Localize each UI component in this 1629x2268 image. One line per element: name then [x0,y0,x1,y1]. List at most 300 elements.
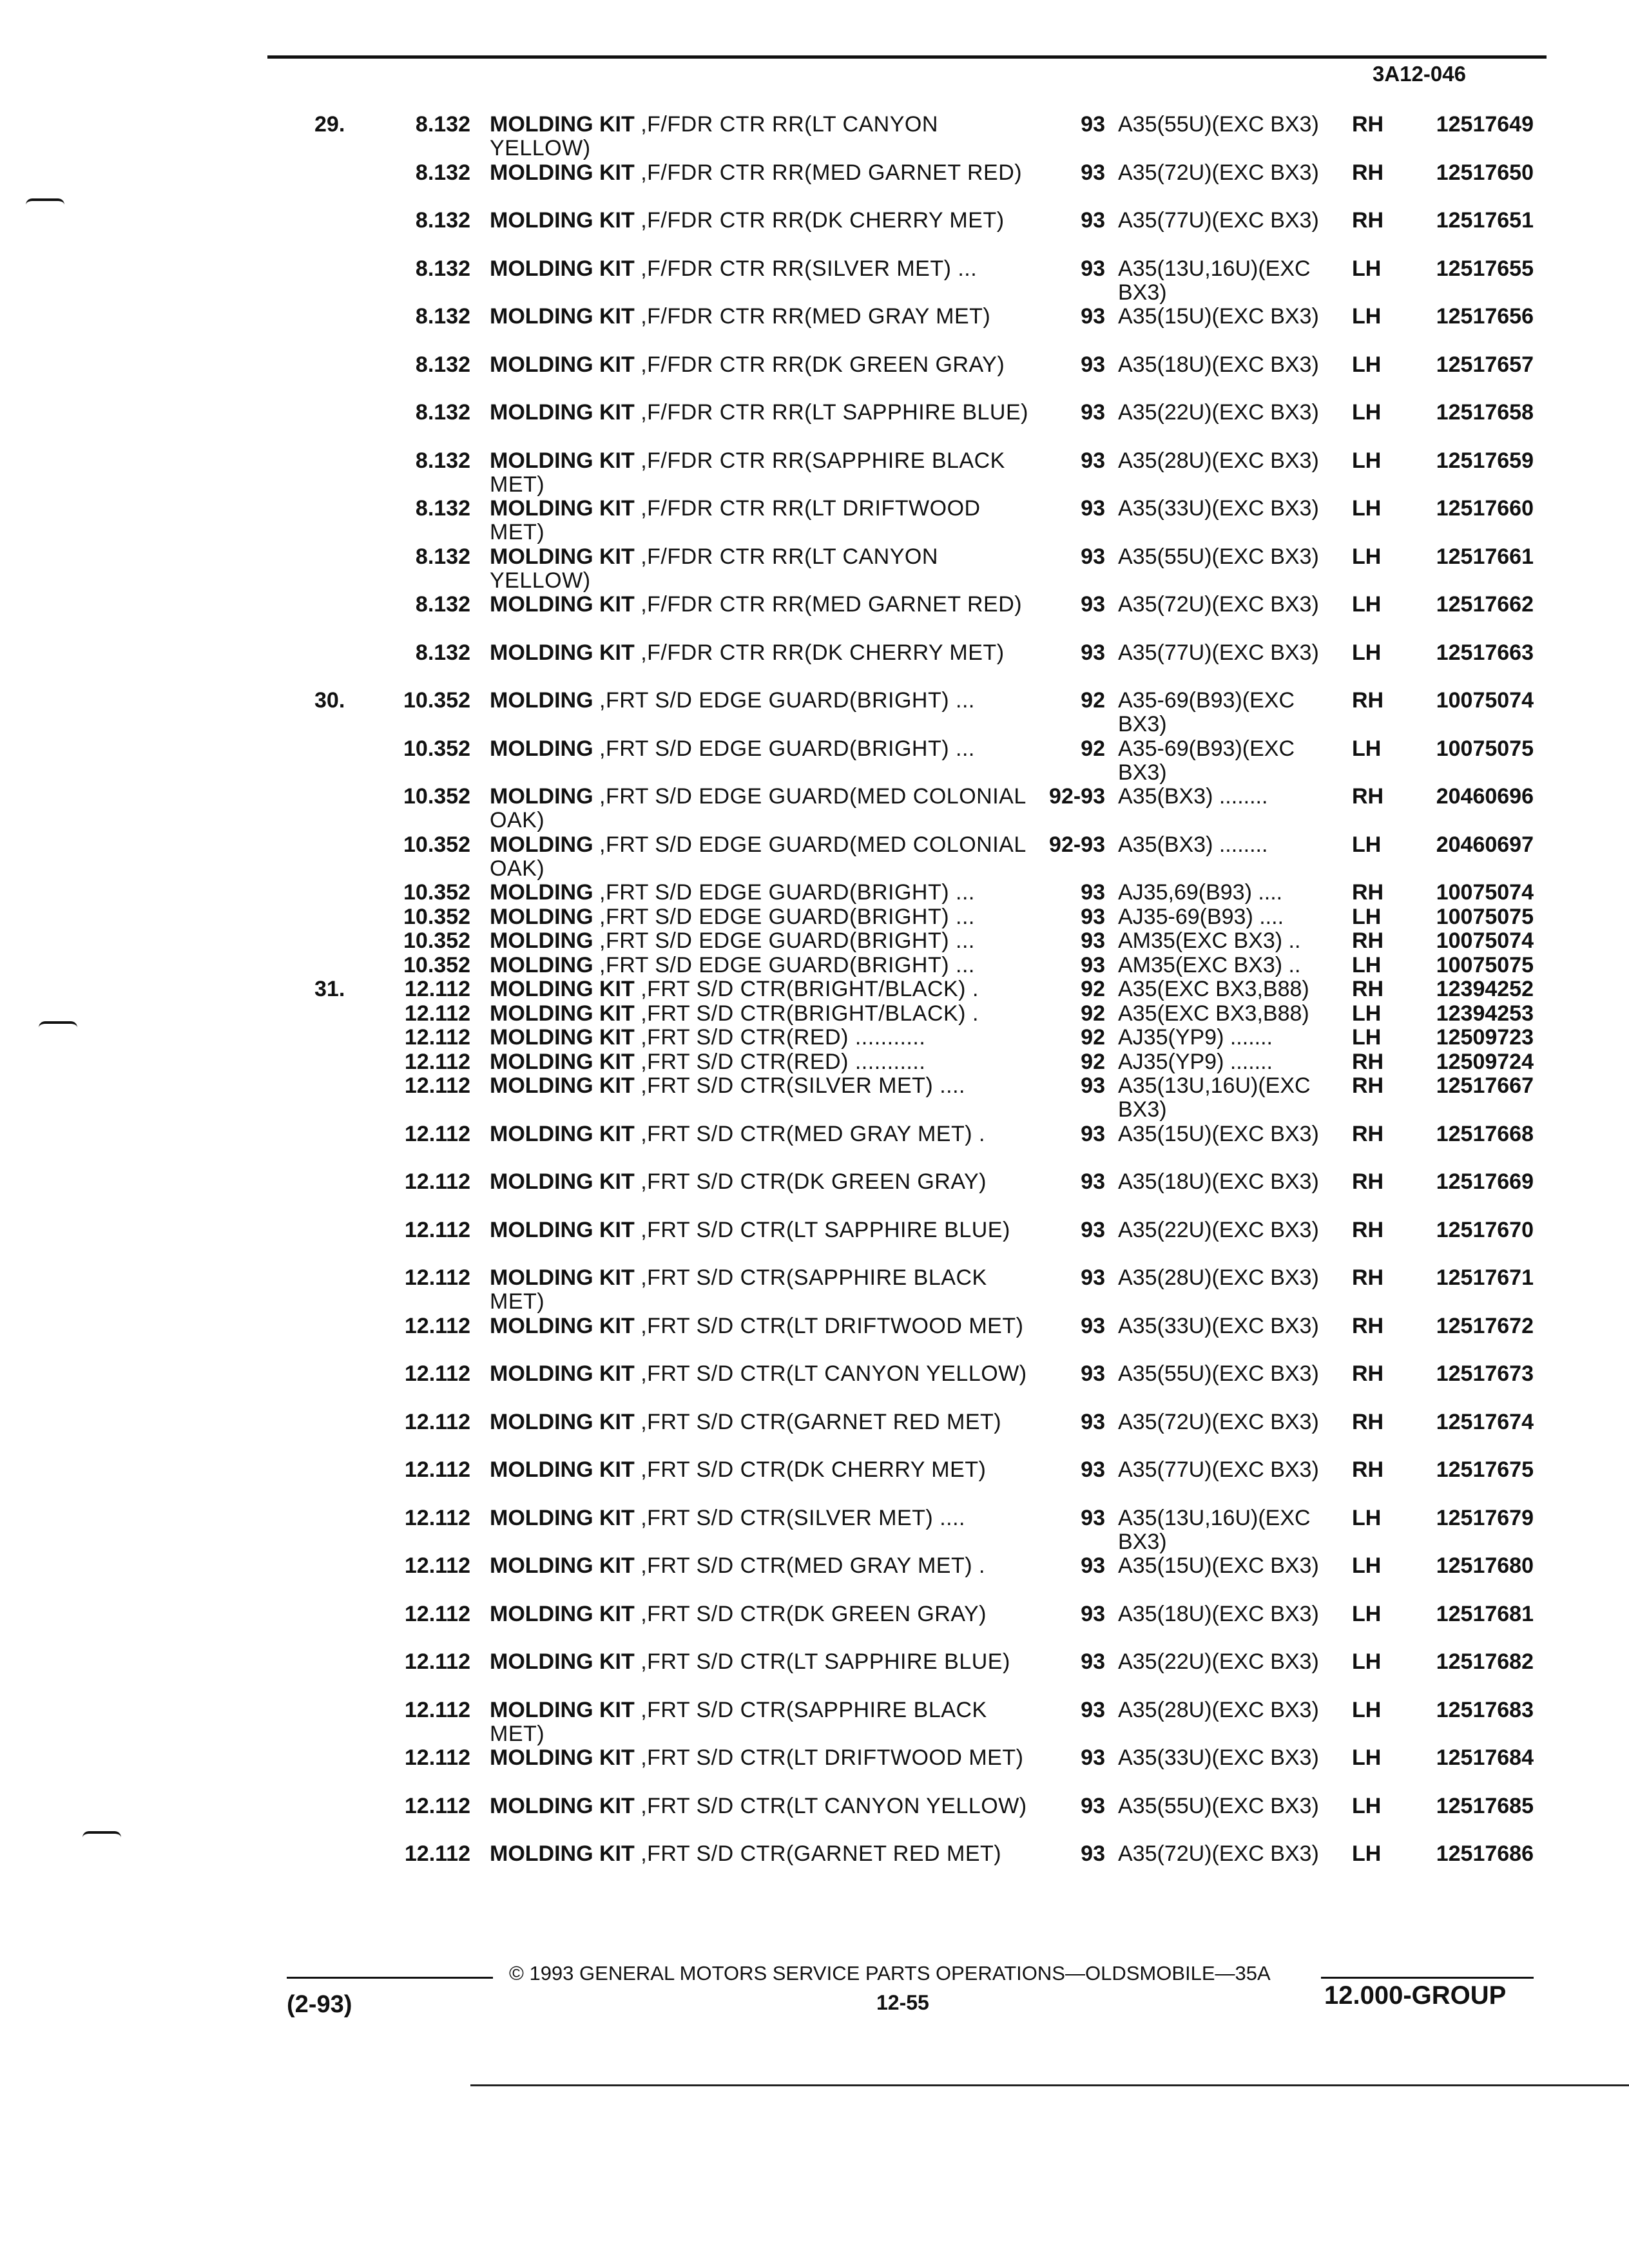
part-name: MOLDING KIT [490,1313,635,1338]
description [490,1746,1031,1770]
table-row [0,929,1629,954]
part-number: 12517675 [1436,1457,1534,1482]
description [490,833,1031,881]
description [490,401,1031,425]
table-row [0,305,1629,353]
description [490,881,1031,905]
model-applicability: A35(15U)(EXC BX3) [1118,1553,1319,1578]
part-name: MOLDING KIT [490,1025,635,1050]
model-applicability: A35(28U)(EXC BX3) [1118,1265,1319,1290]
group-number: 10.352 [403,904,470,929]
parts-list [0,113,1629,1890]
part-detail: ,F/FDR CTR RR(MED GRAY MET) [641,304,991,329]
group-number: 8.132 [415,448,470,473]
model-year: 93 [1081,928,1105,953]
footer-group: 12.000-GROUP [1324,1981,1507,2010]
side: LH [1352,952,1382,977]
group-number: 8.132 [415,304,470,329]
part-number: 12517649 [1436,112,1534,137]
group-number: 10.352 [403,688,470,713]
part-number: 12394253 [1436,1001,1534,1026]
part-number: 10075074 [1436,880,1534,905]
group-number: 10.352 [403,784,470,809]
description [490,1602,1031,1626]
part-name: MOLDING KIT [490,208,635,233]
model-year: 92-93 [1049,784,1105,809]
side: LH [1352,640,1382,665]
model-year: 93 [1081,400,1105,425]
part-detail: ,FRT S/D CTR(DK CHERRY MET) [641,1457,987,1482]
description [490,449,1031,497]
table-row [0,1746,1629,1794]
model-applicability: A35(18U)(EXC BX3) [1118,1601,1319,1626]
side: LH [1352,1025,1382,1050]
part-number: 12517681 [1436,1601,1534,1626]
model-year: 93 [1081,1601,1105,1626]
description [490,545,1031,593]
side: RH [1352,160,1384,185]
part-number: 12517657 [1436,352,1534,377]
side: RH [1352,784,1384,809]
model-applicability: A35(55U)(EXC BX3) [1118,1361,1319,1386]
part-detail: ,FRT S/D EDGE GUARD(BRIGHT) ... [599,736,975,761]
table-row [0,881,1629,905]
part-detail: ,FRT S/D EDGE GUARD(BRIGHT) ... [599,928,975,953]
description [490,1794,1031,1818]
model-applicability: AJ35-69(B93) .... [1118,904,1284,929]
side: LH [1352,1601,1382,1626]
group-number: 8.132 [415,496,470,521]
part-name: MOLDING KIT [490,1001,635,1026]
model-applicability: AJ35(YP9) ....... [1118,1025,1273,1050]
description [490,641,1031,665]
model-year: 93 [1081,1841,1105,1866]
table-row [0,1650,1629,1698]
footer-rule-left [287,1977,493,1979]
part-name: MOLDING KIT [490,160,635,185]
model-year: 93 [1081,1745,1105,1770]
group-number: 12.112 [404,1001,470,1026]
model-applicability: A35(22U)(EXC BX3) [1118,1649,1319,1674]
part-name: MOLDING KIT [490,1409,635,1434]
description [490,1698,1031,1746]
model-applicability: A35(18U)(EXC BX3) [1118,352,1319,377]
part-detail: ,FRT S/D CTR(BRIGHT/BLACK) . [641,1001,979,1026]
part-detail: ,F/FDR CTR RR(MED GARNET RED) [641,592,1023,617]
model-year: 93 [1081,1217,1105,1242]
part-detail: ,FRT S/D CTR(LT DRIFTWOOD MET) [641,1745,1024,1770]
part-name: MOLDING KIT [490,1361,635,1386]
table-row [0,209,1629,257]
model-year: 93 [1081,1553,1105,1578]
side: LH [1352,1001,1382,1026]
part-detail: ,FRT S/D CTR(GARNET RED MET) [641,1409,1002,1434]
description [490,209,1031,233]
model-applicability: AJ35,69(B93) .... [1118,880,1283,905]
group-number: 12.112 [404,1121,470,1146]
model-year: 92 [1081,977,1105,1001]
part-number: 12509723 [1436,1025,1534,1050]
item-number: 31. [314,977,345,1001]
part-name: MOLDING KIT [490,1793,635,1818]
description [490,161,1031,185]
description [490,954,1031,977]
model-year: 93 [1081,952,1105,977]
side: RH [1352,928,1384,953]
part-name: MOLDING [490,928,593,953]
part-name: MOLDING [490,736,593,761]
part-number: 12517670 [1436,1217,1534,1242]
group-number: 8.132 [415,544,470,569]
model-applicability: A35(77U)(EXC BX3) [1118,640,1319,665]
model-year: 93 [1081,1793,1105,1818]
model-year: 93 [1081,496,1105,521]
model-applicability: A35(BX3) ........ [1118,832,1268,857]
part-name: MOLDING [490,832,593,857]
model-year: 93 [1081,112,1105,137]
group-number: 8.132 [415,160,470,185]
table-row [0,257,1629,305]
group-number: 12.112 [404,1313,470,1338]
part-number: 12517667 [1436,1073,1534,1098]
model-year: 93 [1081,160,1105,185]
table-row [0,1002,1629,1026]
group-number: 8.132 [415,256,470,281]
part-name: MOLDING [490,904,593,929]
model-year: 93 [1081,1121,1105,1146]
footer-rule-right [1321,1977,1534,1979]
group-number: 12.112 [404,1841,470,1866]
table-row [0,1050,1629,1075]
part-detail: ,FRT S/D EDGE GUARD(MED COLONIAL OAK) [490,832,1026,881]
side: LH [1352,1649,1382,1674]
part-detail: ,FRT S/D CTR(SILVER MET) .... [641,1505,965,1530]
part-number: 12517685 [1436,1793,1534,1818]
group-number: 12.112 [404,1265,470,1290]
part-name: MOLDING KIT [490,352,635,377]
model-applicability: A35(15U)(EXC BX3) [1118,1121,1319,1146]
side: RH [1352,112,1384,137]
model-applicability: A35(13U,16U)(EXC BX3) [1118,1505,1311,1554]
model-year: 92 [1081,1049,1105,1074]
item-number: 29. [314,112,345,137]
side: RH [1352,880,1384,905]
model-applicability: A35(13U,16U)(EXC BX3) [1118,1073,1311,1122]
model-applicability: A35(33U)(EXC BX3) [1118,1313,1319,1338]
model-year: 93 [1081,592,1105,617]
part-name: MOLDING KIT [490,1745,635,1770]
part-detail: ,F/FDR CTR RR(DK GREEN GRAY) [641,352,1005,377]
model-year: 93 [1081,1361,1105,1386]
part-name: MOLDING KIT [490,1601,635,1626]
model-applicability: A35(72U)(EXC BX3) [1118,1409,1319,1434]
description [490,593,1031,617]
model-year: 93 [1081,1457,1105,1482]
part-number: 12517663 [1436,640,1534,665]
description [490,1026,1031,1050]
part-detail: ,FRT S/D CTR(RED) ........... [641,1049,926,1074]
part-number: 12517656 [1436,304,1534,329]
part-detail: ,FRT S/D CTR(MED GRAY MET) . [641,1553,985,1578]
model-applicability: A35(33U)(EXC BX3) [1118,496,1319,521]
part-name: MOLDING KIT [490,1649,635,1674]
description [490,1314,1031,1338]
model-year: 92 [1081,1001,1105,1026]
part-detail: ,FRT S/D EDGE GUARD(BRIGHT) ... [599,952,975,977]
model-year: 93 [1081,1505,1105,1530]
model-applicability: A35(13U,16U)(EXC BX3) [1118,256,1311,305]
table-row [0,113,1629,161]
description [490,1266,1031,1314]
part-detail: ,F/FDR CTR RR(LT SAPPHIRE BLUE) [641,400,1028,425]
part-name: MOLDING KIT [490,1073,635,1098]
table-row [0,161,1629,209]
side: RH [1352,1169,1384,1194]
description [490,1362,1031,1386]
table-row [0,1362,1629,1410]
description [490,1002,1031,1026]
part-number: 12517661 [1436,544,1534,569]
model-applicability: A35(72U)(EXC BX3) [1118,1841,1319,1866]
side: LH [1352,400,1382,425]
model-year: 93 [1081,880,1105,905]
table-row [0,737,1629,785]
group-number: 12.112 [404,1169,470,1194]
description [490,1410,1031,1434]
group-number: 12.112 [404,1361,470,1386]
side: LH [1352,1697,1382,1722]
table-row [0,641,1629,689]
description [490,113,1031,160]
part-detail: ,FRT S/D CTR(BRIGHT/BLACK) . [641,977,979,1001]
side: LH [1352,448,1382,473]
part-number: 12517659 [1436,448,1534,473]
group-number: 8.132 [415,208,470,233]
part-detail: ,FRT S/D EDGE GUARD(BRIGHT) ... [599,904,975,929]
group-number: 12.112 [404,1745,470,1770]
side: RH [1352,1217,1384,1242]
table-row [0,1698,1629,1747]
side: LH [1352,904,1382,929]
table-row [0,689,1629,737]
model-year: 93 [1081,208,1105,233]
model-year: 93 [1081,1169,1105,1194]
group-number: 12.112 [404,1217,470,1242]
part-number: 12509724 [1436,1049,1534,1074]
side: LH [1352,1553,1382,1578]
part-name: MOLDING KIT [490,544,635,569]
group-number: 12.112 [404,1697,470,1722]
part-name: MOLDING KIT [490,1169,635,1194]
description [490,905,1031,929]
model-applicability: A35-69(B93)(EXC BX3) [1118,736,1295,785]
table-row [0,905,1629,930]
table-row [0,1842,1629,1890]
side: RH [1352,977,1384,1001]
group-number: 10.352 [403,928,470,953]
side: LH [1352,1793,1382,1818]
part-name: MOLDING KIT [490,256,635,281]
model-applicability: A35(33U)(EXC BX3) [1118,1745,1319,1770]
part-name: MOLDING KIT [490,448,635,473]
model-applicability: A35(55U)(EXC BX3) [1118,112,1319,137]
model-year: 93 [1081,1697,1105,1722]
part-number: 12517679 [1436,1505,1534,1530]
part-detail: ,F/FDR CTR RR(SILVER MET) ... [641,256,978,281]
model-year: 93 [1081,304,1105,329]
side: RH [1352,1073,1384,1098]
table-row [0,1122,1629,1171]
part-number: 12517668 [1436,1121,1534,1146]
description [490,737,1031,761]
model-year: 92 [1081,688,1105,713]
bottom-rule [470,2084,1629,2086]
description [490,1170,1031,1194]
table-row [0,1026,1629,1050]
side: RH [1352,1265,1384,1290]
top-rule [267,55,1547,59]
model-applicability: AM35(EXC BX3) .. [1118,952,1301,977]
side: RH [1352,1049,1384,1074]
part-detail: ,F/FDR CTR RR(DK CHERRY MET) [641,640,1005,665]
side: LH [1352,304,1382,329]
side: LH [1352,1841,1382,1866]
table-row [0,449,1629,497]
group-number: 12.112 [404,1553,470,1578]
model-applicability: A35(22U)(EXC BX3) [1118,1217,1319,1242]
table-row [0,545,1629,593]
part-detail: ,FRT S/D CTR(LT CANYON YELLOW) [641,1361,1027,1386]
description [490,1554,1031,1578]
side: LH [1352,592,1382,617]
part-detail: ,F/FDR CTR RR(SAPPHIRE BLACK MET) [490,448,1005,497]
group-number: 12.112 [404,1025,470,1050]
part-name: MOLDING [490,952,593,977]
model-applicability: AJ35(YP9) ....... [1118,1049,1273,1074]
part-name: MOLDING KIT [490,304,635,329]
table-row [0,785,1629,833]
side: RH [1352,1409,1384,1434]
part-number: 12517671 [1436,1265,1534,1290]
group-number: 12.112 [404,1601,470,1626]
part-number: 12517651 [1436,208,1534,233]
footer-copyright: © 1993 GENERAL MOTORS SERVICE PARTS OPERATIONS—OLDSMOBILE—35A [509,1962,1271,1984]
part-number: 20460696 [1436,784,1534,809]
description [490,305,1031,329]
description [490,1218,1031,1242]
part-detail: ,FRT S/D CTR(SAPPHIRE BLACK MET) [490,1697,987,1746]
part-number: 20460697 [1436,832,1534,857]
part-name: MOLDING KIT [490,1553,635,1578]
part-number: 12517686 [1436,1841,1534,1866]
part-name: MOLDING [490,688,593,713]
group-number: 10.352 [403,880,470,905]
description [490,1650,1031,1674]
part-name: MOLDING KIT [490,640,635,665]
part-number: 12517680 [1436,1553,1534,1578]
side: LH [1352,832,1382,857]
side: RH [1352,1457,1384,1482]
part-name: MOLDING KIT [490,592,635,617]
table-row [0,353,1629,401]
side: RH [1352,1361,1384,1386]
part-name: MOLDING KIT [490,496,635,521]
part-detail: ,FRT S/D CTR(SAPPHIRE BLACK MET) [490,1265,987,1314]
model-applicability: A35(77U)(EXC BX3) [1118,208,1319,233]
table-row [0,1266,1629,1314]
part-detail: ,FRT S/D EDGE GUARD(BRIGHT) ... [599,880,975,905]
group-number: 12.112 [404,977,470,1001]
part-number: 10075074 [1436,928,1534,953]
item-number: 30. [314,688,345,713]
model-applicability: A35(EXC BX3,B88) [1118,1001,1309,1026]
description [490,785,1031,832]
model-year: 93 [1081,1265,1105,1290]
part-number: 12517684 [1436,1745,1534,1770]
part-name: MOLDING KIT [490,1121,635,1146]
part-name: MOLDING KIT [490,1217,635,1242]
group-number: 8.132 [415,400,470,425]
model-year: 92 [1081,1025,1105,1050]
table-row [0,497,1629,545]
side: LH [1352,352,1382,377]
group-number: 8.132 [415,352,470,377]
part-number: 12517658 [1436,400,1534,425]
part-number: 12517674 [1436,1409,1534,1434]
part-detail: ,FRT S/D CTR(DK GREEN GRAY) [641,1601,987,1626]
part-detail: ,F/FDR CTR RR(LT CANYON YELLOW) [490,544,938,593]
table-row [0,1554,1629,1602]
part-detail: ,FRT S/D CTR(MED GRAY MET) . [641,1121,985,1146]
page-id: 3A12-046 [1373,62,1466,86]
model-applicability: A35(77U)(EXC BX3) [1118,1457,1319,1482]
description [490,1050,1031,1074]
part-detail: ,FRT S/D EDGE GUARD(MED COLONIAL OAK) [490,784,1026,832]
footer-page-number: 12-55 [876,1991,929,2014]
description [490,1122,1031,1146]
model-year: 93 [1081,1313,1105,1338]
side: RH [1352,688,1384,713]
model-year: 93 [1081,352,1105,377]
part-number: 10075075 [1436,736,1534,761]
part-number: 12517662 [1436,592,1534,617]
table-row [0,1602,1629,1651]
table-row [0,833,1629,881]
model-year: 93 [1081,544,1105,569]
description [490,1458,1031,1482]
group-number: 12.112 [404,1793,470,1818]
side: RH [1352,1313,1384,1338]
description [490,929,1031,953]
table-row [0,1458,1629,1506]
side: LH [1352,1505,1382,1530]
side: RH [1352,208,1384,233]
part-number: 12517682 [1436,1649,1534,1674]
model-year: 92 [1081,736,1105,761]
model-applicability: A35(28U)(EXC BX3) [1118,1697,1319,1722]
group-number: 12.112 [404,1505,470,1530]
model-year: 92-93 [1049,832,1105,857]
description [490,497,1031,544]
part-detail: ,FRT S/D CTR(SILVER MET) .... [641,1073,965,1098]
side: LH [1352,544,1382,569]
part-detail: ,FRT S/D CTR(DK GREEN GRAY) [641,1169,987,1194]
model-applicability: A35(28U)(EXC BX3) [1118,448,1319,473]
part-name: MOLDING KIT [490,1049,635,1074]
part-name: MOLDING KIT [490,112,635,137]
group-number: 12.112 [404,1049,470,1074]
group-number: 8.132 [415,112,470,137]
